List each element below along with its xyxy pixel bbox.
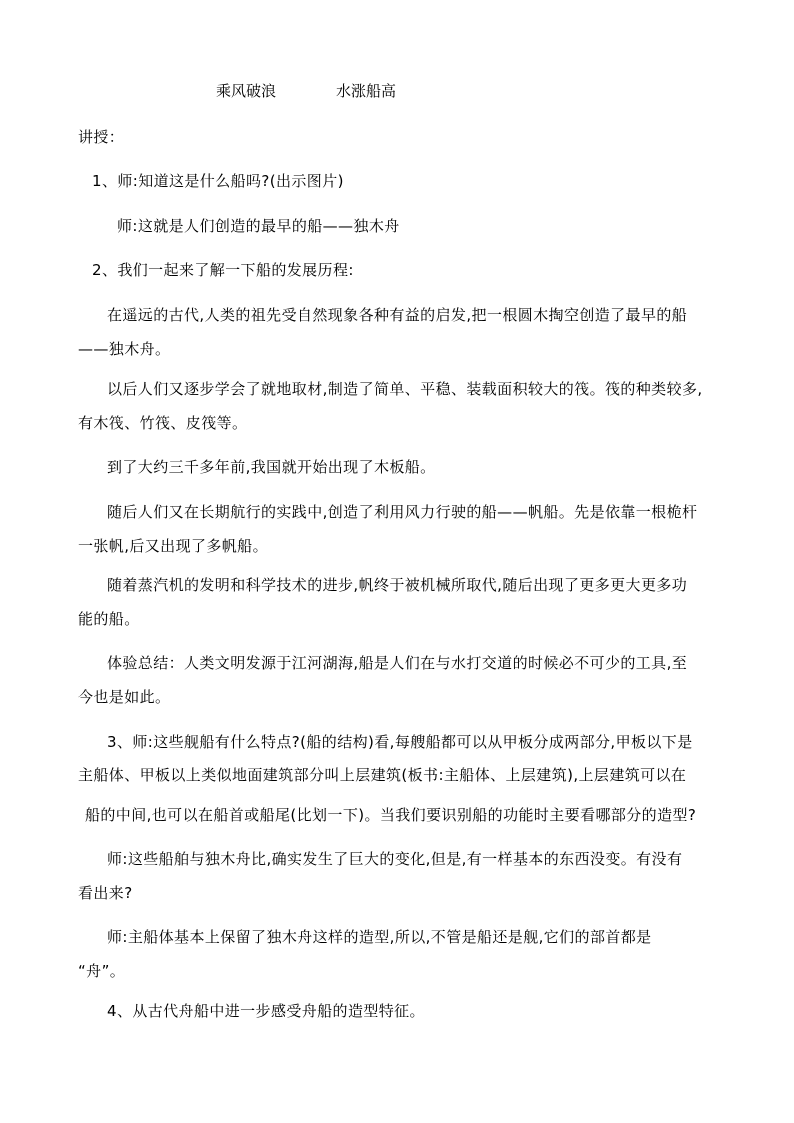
paragraph-line: 师:这就是人们创造的最早的船——独木舟 xyxy=(117,217,400,235)
paragraph-line: 师:主船体基本上保留了独木舟这样的造型,所以,不管是船还是舰,它们的部首都是 xyxy=(107,928,652,946)
paragraph-line: “舟”。 xyxy=(78,962,126,980)
paragraph-line: 能的船。 xyxy=(78,610,140,628)
paragraph-line: 随着蒸汽机的发明和科学技术的进步,帆终于被机械所取代,随后出现了更多更大更多功 xyxy=(107,576,688,594)
title-part-2: 水涨船高 xyxy=(336,82,397,100)
paragraph-line: 1、师:知道这是什么船吗?(出示图片) xyxy=(92,172,344,190)
paragraph-line: ——独木舟。 xyxy=(78,340,171,358)
paragraph-line: 体验总结：人类文明发源于江河湖海,船是人们在与水打交道的时候必不可少的工具,至 xyxy=(107,654,688,672)
paragraph-line: 船的中间,也可以在船首或船尾(比划一下)。当我们要识别船的功能时主要看哪部分的造型? xyxy=(85,806,697,824)
paragraph-line: 到了大约三千多年前,我国就开始出现了木板船。 xyxy=(107,458,436,476)
paragraph-line: 3、师:这些舰船有什么特点?(船的结构)看,每艘船都可以从甲板分成两部分,甲板以下是 xyxy=(107,733,693,751)
paragraph-line: 师:这些船舶与独木舟比,确实发生了巨大的变化,但是,有一样基本的东西没变。有没有 xyxy=(107,850,683,868)
paragraph-line: 看出来? xyxy=(78,884,133,902)
paragraph-line: 一张帆,后又出现了多帆船。 xyxy=(78,537,268,555)
section-heading: 讲授： xyxy=(78,128,125,146)
title-part-1: 乘风破浪 xyxy=(216,82,277,100)
paragraph-line: 4、从古代舟船中进一步感受舟船的造型特征。 xyxy=(107,1002,425,1020)
paragraph-line: 以后人们又逐步学会了就地取材,制造了简单、平稳、装载面积较大的筏。筏的种类较多, xyxy=(107,380,703,398)
paragraph-line: 主船体、甲板以上类似地面建筑部分叫上层建筑(板书:主船体、上层建筑),上层建筑可以在 xyxy=(78,766,687,784)
paragraph-line: 2、我们一起来了解一下船的发展历程: xyxy=(92,261,354,279)
paragraph-line: 有木筏、竹筏、皮筏等。 xyxy=(78,414,248,432)
paragraph-line: 今也是如此。 xyxy=(78,688,171,706)
paragraph-line: 在遥远的古代,人类的祖先受自然现象各种有益的启发,把一根圆木掏空创造了最早的船 xyxy=(107,306,688,324)
paragraph-line: 随后人们又在长期航行的实践中,创造了利用风力行驶的船——帆船。先是依靠一根桅杆 xyxy=(107,503,698,521)
